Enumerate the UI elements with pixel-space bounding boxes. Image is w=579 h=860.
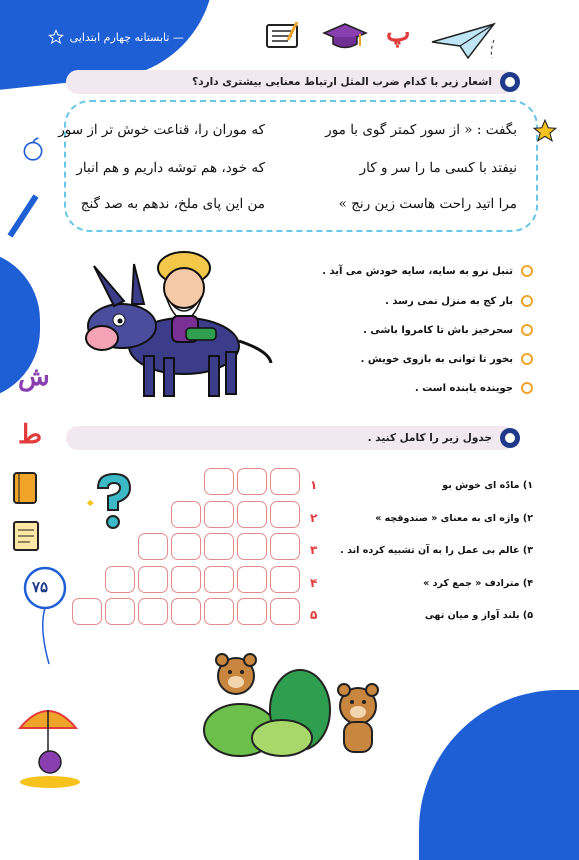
crossword-cell[interactable]	[105, 566, 135, 593]
crossword-cell[interactable]	[270, 533, 300, 560]
radio-ring[interactable]	[521, 295, 533, 307]
crossword-cell[interactable]	[270, 598, 300, 625]
option-4[interactable]	[361, 353, 533, 365]
letter-ta: ط	[18, 420, 43, 450]
crossword-cell[interactable]	[237, 501, 267, 528]
crossword-cell[interactable]	[171, 501, 201, 528]
donkey-rider-illustration	[74, 246, 274, 406]
crossword-cell[interactable]	[204, 566, 234, 593]
crossword-cell[interactable]	[204, 533, 234, 560]
clue-2: ۲) واژه ای به معنای « صندوقچه »	[375, 513, 533, 524]
crossword-cell[interactable]	[237, 468, 267, 495]
crossword-cell[interactable]	[171, 598, 201, 625]
clue-1: ۱) مادّه ای خوش بو	[442, 480, 533, 491]
row-number-2: ۲	[310, 511, 318, 525]
poem-left-line-1: که موران را، قناعت خوش تر از سور	[58, 122, 265, 138]
clue-5: ۵) بلند آواز و میان تهی	[424, 610, 533, 621]
crossword-cell[interactable]	[204, 598, 234, 625]
option-3[interactable]	[363, 324, 533, 336]
star-icon	[532, 118, 558, 144]
poem-right-line-1: بگفت : « از سور کمتر گوی با مور	[325, 122, 517, 138]
umbrella-icon	[14, 700, 84, 790]
crossword-cell[interactable]	[138, 533, 168, 560]
clue-4: ۴) مترادف « جمع کرد »	[423, 578, 533, 589]
pencil-icon	[6, 190, 42, 240]
graduation-cap-icon	[322, 20, 368, 52]
section-table-text: جدول زیر را کامل کنید .	[367, 432, 492, 444]
crossword-cell[interactable]	[237, 566, 267, 593]
option-label: تنبل نرو به سایه، سایه خودش می آید .	[322, 265, 513, 277]
star-icon	[48, 29, 64, 45]
radio-ring[interactable]	[521, 382, 533, 394]
crossword-cell[interactable]	[171, 533, 201, 560]
option-5[interactable]	[415, 382, 533, 394]
notebook-icon	[264, 20, 304, 52]
row-number-3: ۳	[310, 543, 318, 557]
bears-and-bushes-illustration	[200, 650, 390, 760]
header-ribbon	[40, 26, 230, 48]
apple-icon	[20, 136, 46, 162]
option-label: بار کج به منزل نمی رسد .	[385, 295, 513, 307]
crossword-cell[interactable]	[204, 468, 234, 495]
option-1[interactable]	[322, 265, 533, 277]
crossword-cell[interactable]	[270, 468, 300, 495]
option-label: سحرخیز باش تا کامروا باشی .	[363, 324, 513, 336]
row-number-1: ۱	[310, 478, 318, 492]
decor-blob-bottom-right	[419, 690, 579, 860]
crossword-cell[interactable]	[270, 501, 300, 528]
crossword-cell[interactable]	[204, 501, 234, 528]
radio-ring[interactable]	[521, 324, 533, 336]
crossword-cell[interactable]	[72, 598, 102, 625]
bear-icon	[216, 654, 256, 694]
note-icon	[10, 518, 42, 554]
row-number-4: ۴	[310, 576, 318, 590]
ribbon-text: تابستانه — تابستانه چهارم ابتدایی	[69, 30, 223, 44]
crossword-cell[interactable]	[138, 598, 168, 625]
section-table-bar	[66, 426, 516, 450]
option-2[interactable]	[385, 295, 533, 307]
section-question-bar	[66, 70, 516, 94]
poem-left-line-2: که خود، هم توشه داریم و هم انبار	[76, 160, 265, 176]
poem-left-line-3: من این پای ملخ، ندهم به صد گنج	[80, 196, 265, 212]
letter-pe: پ	[386, 18, 411, 48]
crossword-cell[interactable]	[171, 566, 201, 593]
book-icon	[10, 470, 40, 506]
crossword-cell[interactable]	[237, 598, 267, 625]
question-mark-icon	[84, 470, 140, 532]
bird-icon	[500, 428, 520, 448]
option-label: جوینده یابنده است .	[414, 382, 513, 394]
crossword-cell[interactable]	[138, 566, 168, 593]
poem-right-line-2: نیفتد با کسی ما را سر و کار	[359, 160, 517, 176]
row-number-5: ۵	[310, 608, 318, 622]
crossword-cell[interactable]	[237, 533, 267, 560]
radio-ring[interactable]	[521, 265, 533, 277]
crossword-cell[interactable]	[105, 598, 135, 625]
letter-shin: ش	[18, 362, 50, 392]
radio-ring[interactable]	[521, 353, 533, 365]
crossword-cell[interactable]	[270, 566, 300, 593]
poem-right-line-3: مرا اتید راحت هاست زین رنج »	[338, 196, 517, 212]
bird-icon	[500, 72, 520, 92]
option-label: بخور تا توانی به بازوی خویش .	[360, 353, 513, 365]
page-number: ۷۵	[32, 578, 49, 596]
bear-icon	[338, 684, 378, 752]
clue-3: ۳) عالم بی عمل را به آن تشبیه کرده اند .	[340, 545, 533, 556]
section-question-text: اشعار زیر با کدام ضرب المثل ارتباط معنایی بیشتری دارد؟	[192, 76, 492, 88]
paper-plane-icon	[428, 20, 498, 62]
